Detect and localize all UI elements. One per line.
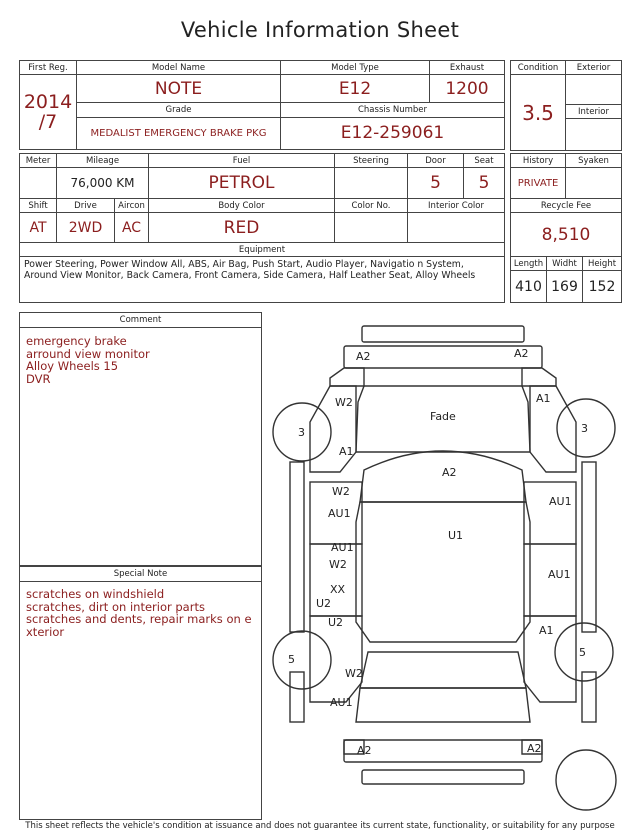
comment-text (20, 328, 261, 392)
interior-color-value (408, 213, 505, 243)
mark-front-right-corner: A2 (514, 347, 529, 360)
rear-bumper (344, 740, 542, 762)
comment-label: Comment (20, 313, 261, 328)
comment-line: arround view monitor (26, 346, 150, 361)
first-reg-cell (20, 75, 77, 150)
mark-front-left-fender: W2 (335, 396, 353, 409)
exterior-value (566, 75, 622, 105)
grade-label: Grade (77, 103, 281, 117)
condition-value: 3.5 (511, 75, 566, 151)
chassis-number-value: E12-259061 (281, 117, 505, 149)
mark-rear-left-quarter: W2 (345, 667, 363, 680)
width-value: 169 (547, 271, 583, 303)
model-name-label: Model Name (77, 61, 281, 75)
front-bumper-top (362, 326, 524, 342)
mark-rear-left-door-3: U2 (316, 597, 332, 610)
length-value: 410 (511, 271, 547, 303)
recycle-fee-value: 8,510 (511, 213, 622, 257)
history-value: PRIVATE (511, 168, 566, 199)
steering-label: Steering (335, 154, 408, 168)
right-side-strip (582, 462, 596, 632)
mark-hood: Fade (430, 410, 456, 423)
interior-label: Interior (566, 105, 622, 119)
special-note-line: scratches and dents, repair marks on e (26, 612, 252, 626)
front-right-corner-panel (522, 368, 556, 386)
car-damage-diagram (268, 322, 628, 820)
front-left-corner-panel (330, 368, 364, 386)
width-label: Widht (547, 257, 583, 271)
exhaust-value: 1200 (430, 75, 505, 103)
mark-rear-left-door-2: XX (330, 583, 346, 596)
equipment-label: Equipment (20, 243, 505, 257)
length-label: Length (511, 257, 547, 271)
mark-front-right-wheel: 3 (581, 422, 588, 435)
syaken-label: Syaken (566, 154, 622, 168)
drive-value: 2WD (57, 213, 115, 243)
comment-line: emergency brake (26, 334, 127, 348)
mark-rear-left-quarter-2: AU1 (330, 696, 353, 709)
condition-table (510, 60, 622, 151)
shift-value: AT (20, 213, 57, 243)
exhaust-label: Exhaust (430, 61, 505, 75)
grade-value: MEDALIST EMERGENCY BRAKE PKG (77, 117, 281, 149)
mileage-label: Mileage (57, 154, 149, 168)
steering-value (335, 168, 408, 199)
mark-rear-right-corner: A2 (527, 742, 542, 755)
comment-box (19, 312, 262, 566)
model-type-label: Model Type (281, 61, 430, 75)
height-label: Height (583, 257, 622, 271)
front-right-door-panel (524, 482, 576, 544)
special-note-box (19, 566, 262, 820)
special-note-line: scratches on windshield (26, 587, 165, 601)
rear-bumper-bottom (362, 770, 524, 784)
comment-line: Alloy Wheels 15 (26, 359, 119, 373)
vehicle-main-table (19, 60, 505, 150)
equipment-value: Power Steering, Power Window All, ABS, Air Bag, Push Start, Audio Player, Navigatio n System, Around View Monitor, Back Camera, Front Camera, Side Camera, Half Leather Seat, Alloy Wheels (24, 259, 476, 281)
first-reg-month: /7 (38, 111, 58, 134)
mark-left-pillar: AU1 (331, 541, 354, 554)
mark-front-right-fender: A1 (536, 392, 551, 405)
mark-front-left-door-2: AU1 (328, 507, 351, 520)
left-side-strip (290, 462, 304, 632)
interior-value (566, 119, 622, 151)
rear-left-wheel (273, 631, 331, 689)
meter-label: Meter (20, 154, 57, 168)
special-note-line: scratches, dirt on interior parts (26, 599, 205, 614)
mark-windshield: A2 (442, 466, 457, 479)
model-type-value: E12 (281, 75, 430, 103)
special-note-line: xterior (26, 624, 65, 639)
special-note-label: Special Note (20, 567, 261, 582)
mark-rear-left-door: W2 (329, 558, 347, 571)
mark-front-left-corner: A2 (356, 350, 371, 363)
exterior-label: Exterior (566, 61, 622, 75)
interior-color-label: Interior Color (408, 199, 505, 213)
disclaimer-footer: This sheet reflects the vehicle's condition at issuance and does not guarantee its current state, functionality, or suitability for any purpose (25, 821, 615, 831)
mark-roof: U1 (448, 529, 464, 542)
page-title: Vehicle Information Sheet (180, 18, 460, 42)
first-reg-label: First Reg. (20, 61, 77, 75)
aircon-label: Aircon (115, 199, 149, 213)
equipment-cell (20, 257, 505, 303)
door-value: 5 (408, 168, 464, 199)
mark-front-right-door: AU1 (549, 495, 572, 508)
mark-rear-right-wheel: 5 (579, 646, 586, 659)
mark-rear-right-fender: A1 (539, 624, 554, 637)
comment-line: DVR (26, 371, 51, 386)
fuel-label: Fuel (149, 154, 335, 168)
first-reg-year: 2014 (23, 91, 73, 114)
mark-rear-left-sill: U2 (328, 616, 344, 629)
mileage-value: 76,000 KM (57, 168, 149, 199)
mark-rear-left-wheel: 5 (288, 653, 295, 666)
color-no-label: Color No. (335, 199, 408, 213)
model-name-value: NOTE (77, 75, 281, 103)
rear-window-outline (360, 652, 526, 688)
spare-wheel (556, 750, 616, 810)
door-label: Door (408, 154, 464, 168)
seat-label: Seat (464, 154, 505, 168)
mark-front-left-wheel: 3 (298, 426, 305, 439)
aircon-value: AC (115, 213, 149, 243)
fuel-value: PETROL (149, 168, 335, 199)
mark-rear-left-corner: A2 (357, 744, 372, 757)
history-label: History (511, 154, 566, 168)
mark-front-left-fender-2: A1 (339, 445, 354, 458)
recycle-fee-label: Recycle Fee (511, 199, 622, 213)
front-bumper (344, 346, 542, 368)
roof-outline (356, 502, 530, 642)
body-color-label: Body Color (149, 199, 335, 213)
shift-label: Shift (20, 199, 57, 213)
seat-value: 5 (464, 168, 505, 199)
meter-value (20, 168, 57, 199)
mark-rear-right-door: AU1 (548, 568, 571, 581)
drive-label: Drive (57, 199, 115, 213)
body-color-value: RED (149, 213, 335, 243)
history-table (510, 153, 622, 303)
special-note-text (20, 582, 261, 644)
vehicle-specs-table (19, 153, 505, 303)
syaken-value (566, 168, 622, 199)
trunk-outline (356, 688, 530, 722)
left-rear-strip (290, 672, 304, 722)
chassis-number-label: Chassis Number (281, 103, 505, 117)
condition-label: Condition (511, 61, 566, 75)
mark-front-left-door: W2 (332, 485, 350, 498)
color-no-value (335, 213, 408, 243)
height-value: 152 (583, 271, 622, 303)
